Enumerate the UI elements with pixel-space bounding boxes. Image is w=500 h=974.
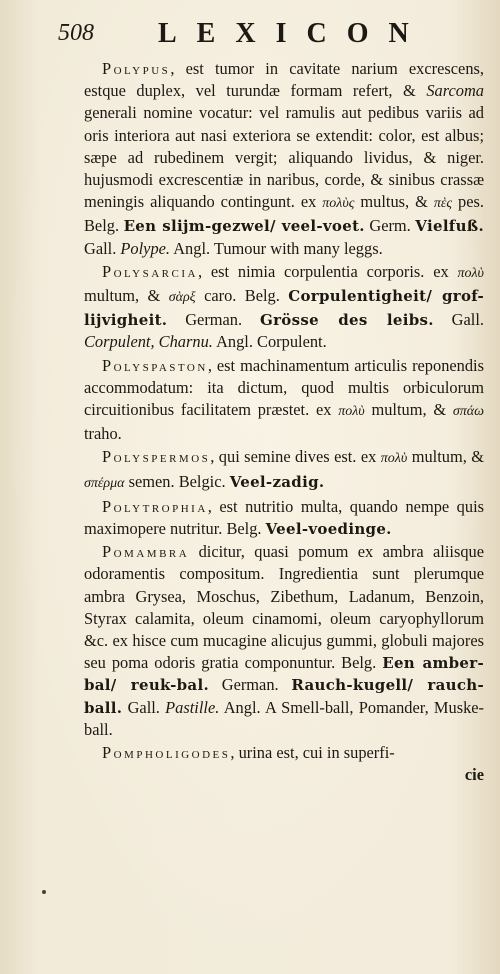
entry-text: pes. Belg.: [84, 192, 484, 236]
dictionary-entry: [84, 446, 484, 494]
entry-headword: Polypus: [102, 59, 171, 78]
entry-text: multum, &: [407, 447, 484, 467]
ink-speck: [42, 890, 46, 894]
dictionary-entry: [84, 742, 484, 786]
entry-text: , urina est, cui in superfi-: [230, 743, 395, 763]
entry-headword: Polyspermos: [102, 447, 211, 467]
entry-text: generali nomine vocatur: vel ramulis aut pedibus variis ad oris interiora aut nasi exteriora se extendit: color, est albus; sæpe ad rubedinem vergit; aliquando lividus, & niger. hujusmodi excrescentiæ in naribus, corde, & sinibus crassæ meningis aliquando contingunt. ex: [84, 103, 484, 212]
blackletter-translation: Een amber-bal/ reuk-bal.: [84, 654, 484, 695]
blackletter-translation: Veel-zadig.: [229, 472, 325, 491]
greek-etymon: πολὺ: [338, 404, 365, 420]
entry-text: Gall.: [433, 310, 484, 330]
blackletter-translation: Grösse des leibs.: [259, 311, 434, 330]
greek-etymon: πὲς: [433, 196, 453, 212]
dictionary-entry: [84, 496, 484, 540]
entry-headword: Polyspaston: [102, 355, 208, 375]
entry-text: caro. Belg.: [195, 286, 289, 306]
entry-text: multus, &: [354, 192, 434, 212]
dictionary-entry: [84, 541, 484, 741]
blackletter-translation: Corpulentigheit/ grof-lijvigheit.: [84, 287, 485, 330]
entry-text: , est nimia corpulentia corporis. ex: [197, 261, 458, 281]
greek-etymon: πολὺς: [322, 196, 355, 212]
blackletter-translation: Vielfuß.: [415, 217, 484, 236]
entry-headword: Pompholigodes: [102, 743, 231, 763]
entry-text: German.: [208, 675, 292, 695]
entry-text: , qui semine dives est. ex: [210, 447, 381, 467]
entry-text: multum, &: [84, 286, 169, 306]
entry-headword: Pomambra: [102, 542, 190, 562]
blackletter-translation: Een slijm-gezwel/ veel-voet.: [123, 217, 365, 236]
running-title: LEXICON: [158, 18, 429, 49]
lexicon-text-body: [84, 58, 484, 788]
entry-text: German.: [167, 310, 260, 330]
entry-text: Angl. Corpulent.: [212, 332, 327, 352]
entry-text: Gall.: [122, 697, 166, 717]
entry-text: Angl. A Smell-ball, Pomander, Muske-ball.: [84, 697, 484, 739]
entry-text: , est nutritio multa, quando nempe quis maximopere nutritur. Belg.: [84, 496, 484, 539]
greek-etymon: πολὺ: [380, 451, 408, 467]
page-header: [58, 18, 458, 54]
greek-etymon: πολὺ: [457, 265, 484, 281]
blackletter-translation: Veel-voedinge.: [265, 520, 392, 539]
italic-term: Corpulent, Charnu.: [84, 332, 213, 352]
page-number: 508: [58, 20, 94, 46]
entry-text: , est tumor in cavitate narium excrescens, estque duplex, vel turundæ formam refert, &: [84, 59, 484, 101]
entry-text: Gall.: [84, 238, 121, 258]
entry-text: traho.: [84, 424, 122, 444]
entry-text: multum, &: [364, 400, 453, 420]
greek-etymon: σπάω: [452, 404, 484, 420]
entry-text: Germ.: [364, 216, 416, 236]
entry-headword: Polysarcia: [102, 261, 198, 281]
entry-text: , est machinamentum articulis reponendis accommodatum: ita dictum, quod multis orbiculorum circuitionibus facilitatem præstet. ex: [84, 355, 484, 420]
entry-text: semen. Belgic.: [124, 471, 230, 491]
dictionary-entry: [84, 355, 484, 446]
entry-text: dicitur, quasi pomum ex ambra aliisque odoramentis compositum. Ingredientia sunt plerumque ambra Grysea, Moschus, Zibethum, Ladanum, Benzoin, Styrax calamita, oleum cinamomi, oleum caryophyllorum &c. ex hisce cum mucagine alicujus gummi, globuli majores seu poma odoris gratia componuntur. Belg.: [84, 542, 484, 673]
entry-text: Angl. Tumour with many leggs.: [170, 238, 383, 258]
greek-etymon: σὰρξ: [168, 290, 196, 306]
italic-term: Pastille.: [165, 697, 220, 717]
dictionary-entry: [84, 58, 484, 260]
italic-term: Sarcoma: [426, 81, 484, 101]
greek-etymon: σπέρμα: [84, 475, 125, 491]
entry-headword: Polytrophia: [102, 496, 208, 516]
catchword: cie: [464, 765, 484, 785]
blackletter-translation: Rauch-kugell/ rauch-ball.: [84, 676, 484, 717]
dictionary-entry: [84, 261, 484, 354]
italic-term: Polype.: [120, 238, 171, 258]
